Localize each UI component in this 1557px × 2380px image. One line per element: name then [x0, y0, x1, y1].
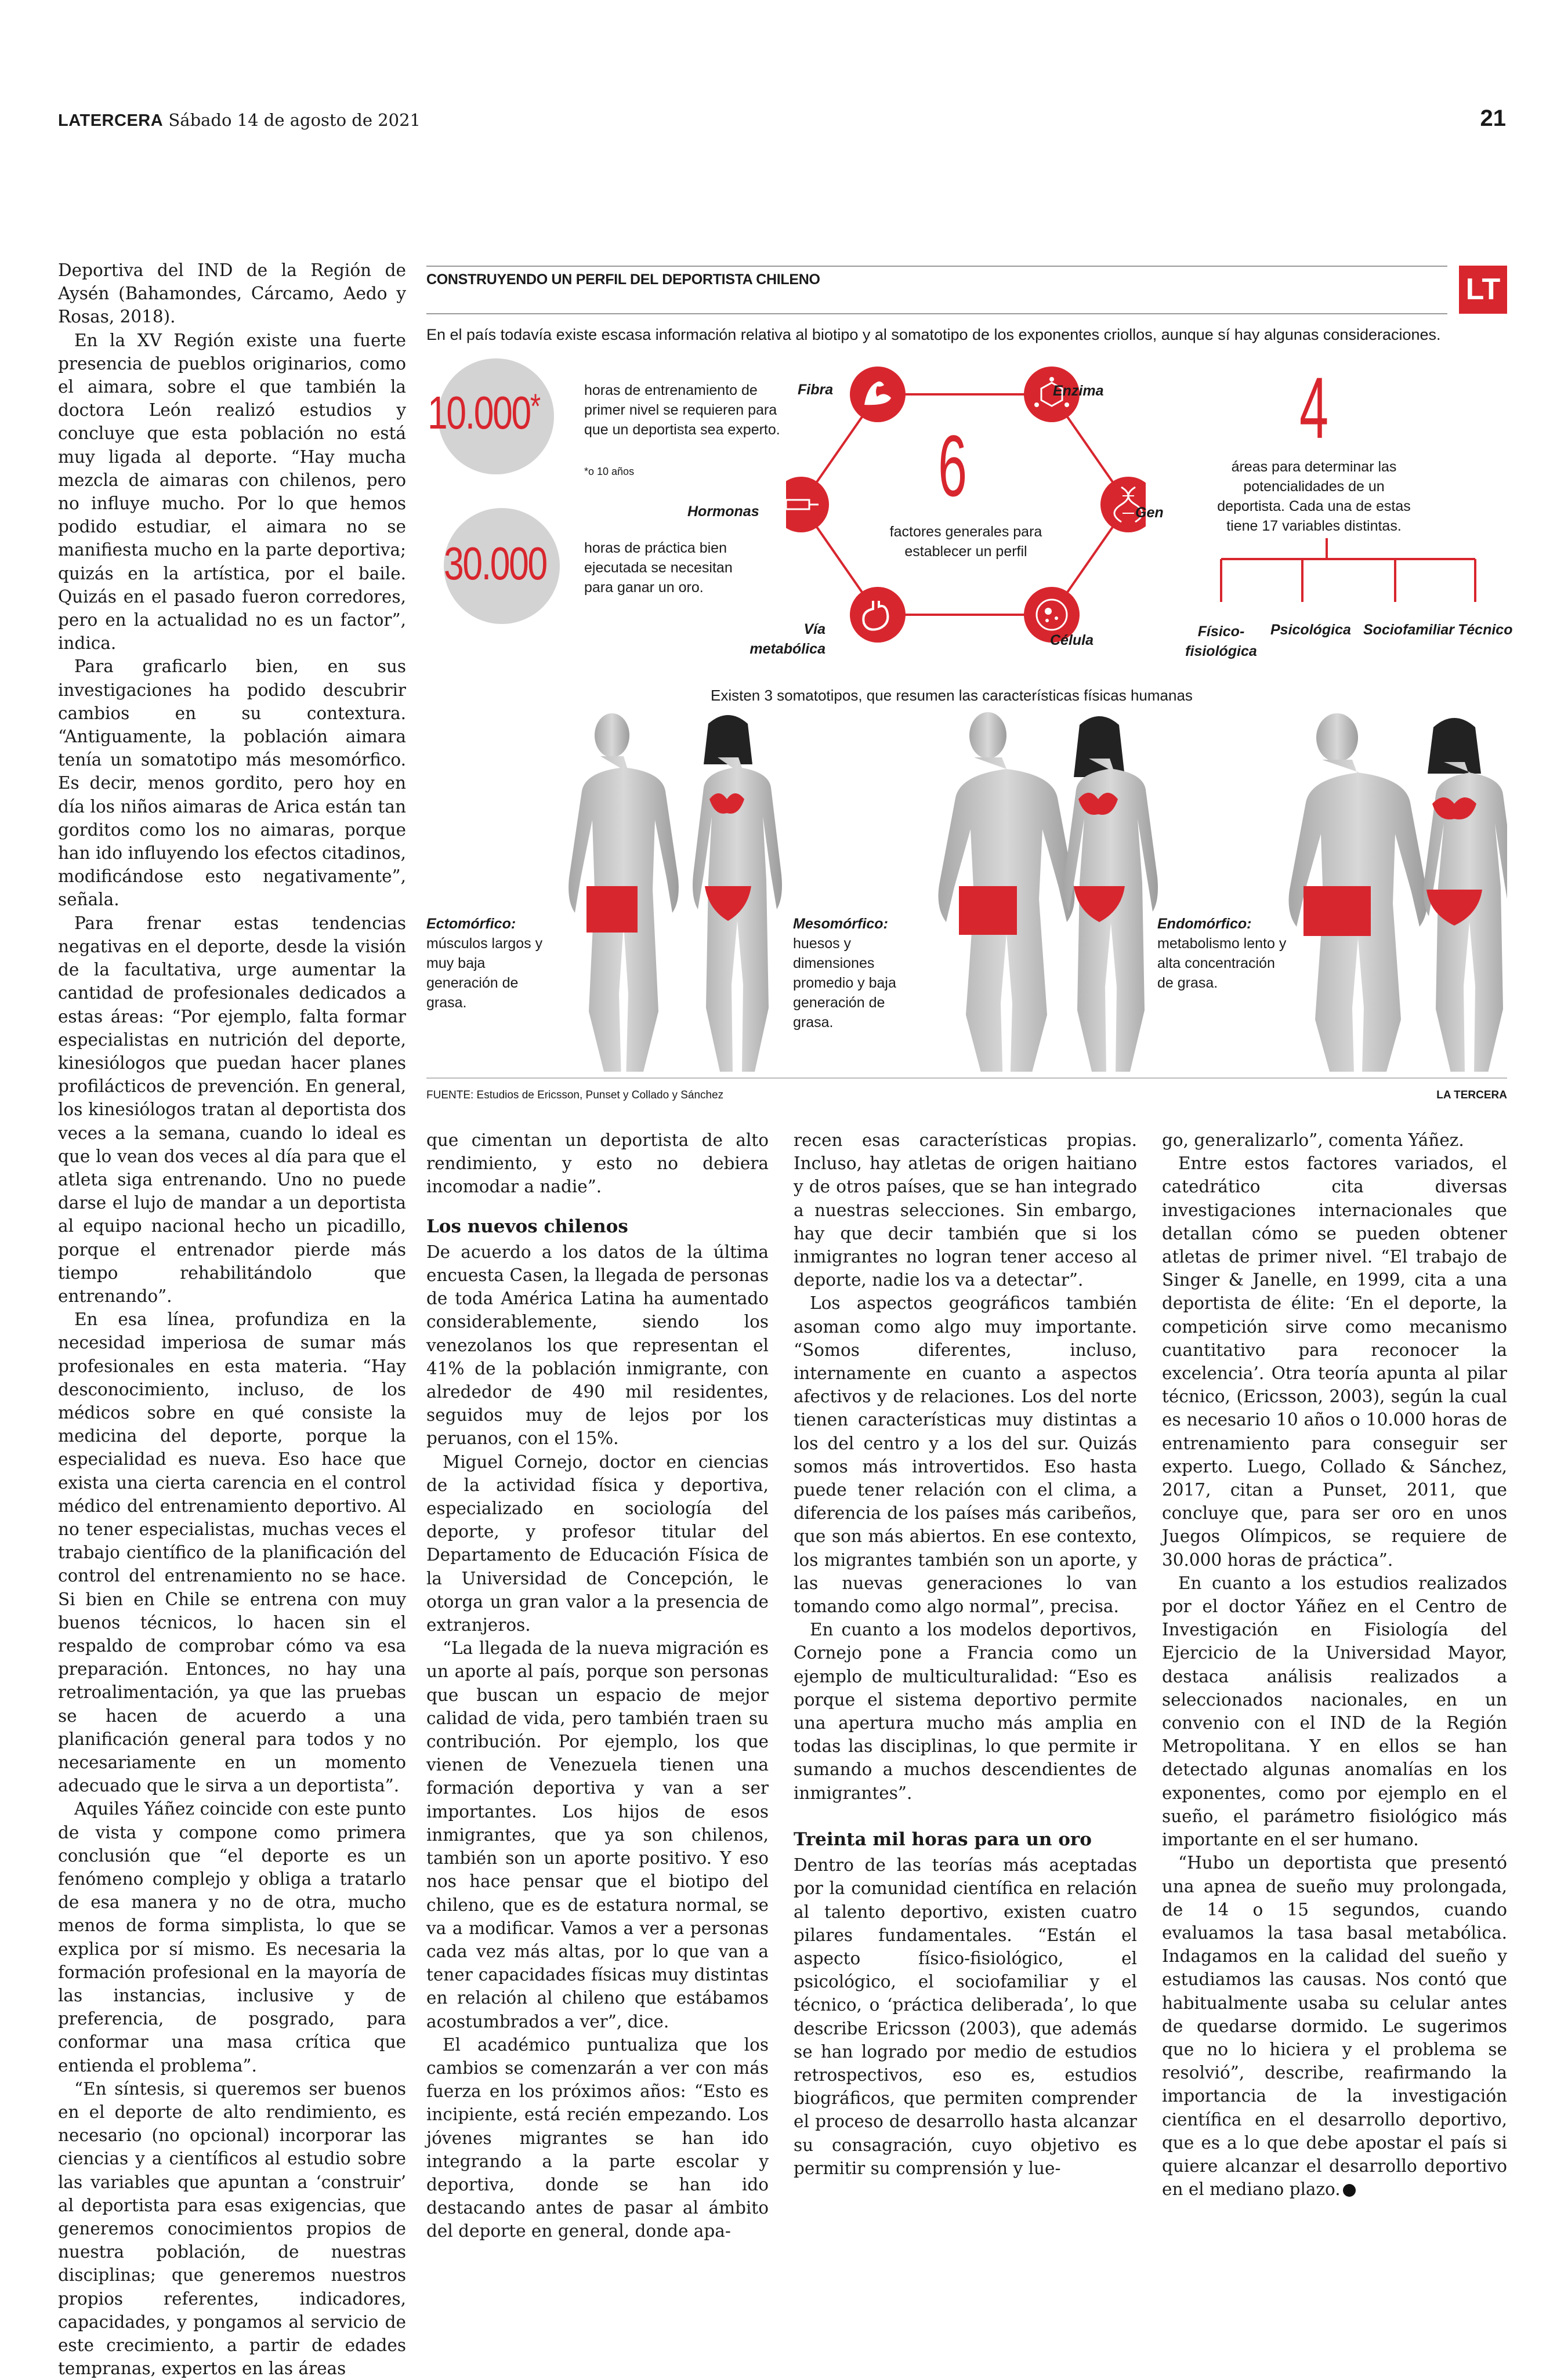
areas-caption: áreas para determinar las potencialidades de un deportista. Cada una de estas tiene 17 variables distintas.: [1217, 459, 1411, 534]
paragraph: recen esas características propias. Incluso, hay atletas de origen haitiano y de otros países, que se han integrado a nuestras selecciones. Sin embargo, hay que decir también que si los inmigrantes no logran tener acceso al deporte, nadie los va a detectar”.: [794, 1130, 1137, 1290]
section-heading: Los nuevos chilenos: [426, 1216, 628, 1237]
lt-logo: LT: [1459, 266, 1507, 314]
factor-fibra: Fibra: [798, 382, 834, 398]
ectomorph-female-figure: [693, 715, 782, 1072]
area-tecnico: Técnico: [1458, 622, 1513, 638]
endomorph-female-figure: [1424, 718, 1507, 1072]
brand-name: LATERCERA: [58, 111, 164, 130]
infographic-source: FUENTE: Estudios de Ericsson, Punset y Collado y Sánchez: [426, 1089, 724, 1101]
issue-date: Sábado 14 de agosto de 2021: [168, 110, 421, 130]
somatotype-meso: [793, 914, 921, 1032]
area-psicologica: Psicológica: [1270, 622, 1351, 638]
factor-celula: Célula: [1050, 632, 1094, 648]
ectomorph-male-figure: [569, 713, 679, 1072]
paragraph: En esa línea, profundiza en la necesidad imperiosa de sumar más profesionales en esta materia. “Hay desconocimiento, incluso, de los médicos sobre en qué consiste la medicina del deporte, porque la especialidad es nueva. Eso hace que exista una cierta carencia en el control médico del entrenamiento deportivo. Al no tener especialistas, muchas veces el trabajo científico de la planificación del control del entrenamiento no se hace. Si bien en Chile se entrena con muy buenos técnicos, lo hacen sin el respaldo de comprobar cómo va esa preparación. Entonces, no hay una retroalimentación, ya que las pruebas se hacen de acuerdo a una planificación general para todos y no necesariamente en un momento adecuado que le sirva a un deportista”.: [58, 1309, 406, 1796]
factors-caption: factores generales para establecer un perfil: [889, 524, 1042, 560]
section-heading: Treinta mil horas para un oro: [794, 1828, 1092, 1850]
paragraph: Dentro de las teorías más aceptadas por la comunidad científica en relación al talento deportivo, existen cuatro pilares fundamentales. “Están el aspecto físico-fisiológico, el psicológico, el sociofamiliar y el técnico, o ‘práctica deliberada’, lo que describe Ericsson (2003), que además se han logrado por medio de estudios retrospectivos, eso es, estudios biográficos, que permiten comprender el proceso de desarrollo hasta alcanzar su consagración, cuyo objetivo es permitir su comprensión y lue-: [794, 1855, 1137, 2178]
somatotype-endo-desc: metabolismo lento y alta concentración de grasa.: [1157, 935, 1287, 991]
paragraph: Entre estos factores variados, el catedrático cita diversas investigaciones internacionales que detallan cómo se pueden obtener atletas de primer nivel. “El trabajo de Singer & Janelle, en 1999, cita a una deportista de élite: ‘En el deporte, la competición sirve como mecanismo cuantitativo para reconocer la excelencia’. Otra teoría apunta al pilar técnico, (Ericsson, 2003), según la cual es necesario 10 años o 10.000 horas de entrenamiento para conseguir ser experto. Luego, Collado & Sánchez, 2017, citan a Punset, 2011, que concluye que, para ser oro en unos Juegos Olímpicos, se requiere de 30.000 horas de práctica”.: [1162, 1153, 1507, 1570]
factor-gen: Gen: [1135, 505, 1164, 521]
areas-count: 4: [1299, 359, 1329, 456]
paragraph: Deportiva del IND de la Región de Aysén (Bahamondes, Cárcamo, Aedo y Rosas, 2018).: [58, 260, 406, 327]
article-column-2: [426, 1129, 769, 2243]
masthead: [58, 110, 421, 130]
somatotype-figures: [426, 712, 1507, 1072]
infographic-credit: LA TERCERA: [1436, 1089, 1507, 1101]
divider: [426, 1077, 1507, 1079]
article-column-3: [794, 1129, 1137, 2180]
paragraph: El académico puntualiza que los cambios se comenzarán a ver con más fuerza en los próximos años: “Esto es incipiente, está recién empezando. Los jóvenes migrantes se han ido integrando a la parte escolar y deportiva, donde se han ido destacando antes de pasar al ámbito del deporte en general, donde apa-: [426, 2034, 769, 2241]
paragraph: que cimentan un deportista de alto rendimiento, y esto no debiera incomodar a nadie”.: [426, 1130, 769, 1197]
paragraph: De acuerdo a los datos de la última encuesta Casen, la llegada de personas de toda América Latina ha aumentado considerablemente, siendo los venezolanos los que representan el 41% de la población inmigrante, con alrededor de 490 mil residentes, seguidos muy de lejos por los peruanos, con el 15%.: [426, 1242, 769, 1449]
somatotype-endo: [1157, 914, 1291, 993]
somatotype-ecto-name: Ectomórfico:: [426, 916, 516, 932]
stomach-icon: [850, 587, 906, 643]
end-of-article-mark: [1343, 2184, 1356, 2197]
stat-note: *o 10 años: [584, 466, 635, 477]
endomorph-male-figure: [1289, 713, 1428, 1072]
paragraph: En cuanto a los estudios realizados por el doctor Yáñez en el Centro de Investigación en Fisiología del Ejercicio de la Universidad Mayor, destaca análisis realizados a seleccionados nacionales, en un convenio con el IND de la Región Metropolitana. Y en ellos se han detectado algunas anomalías en los exponentes, como por ejemplo en el sueño, el parámetro fisiológico más importante en el ser humano.: [1162, 1573, 1507, 1850]
area-sociofamiliar: Sociofamiliar: [1363, 622, 1454, 638]
article-column-4: [1162, 1129, 1507, 2201]
factor-via-metabolica: Vía metabólica: [749, 621, 825, 657]
divider: [426, 266, 1447, 267]
paragraph: En cuanto a los modelos deportivos, Cornejo pone a Francia como un ejemplo de multiculturalidad: “Eso es porque el sistema deportivo permite una apertura mucho más amplia en todas las disciplinas, lo que permite ir sumando a muchos descendientes de inmigrantes”.: [794, 1620, 1137, 1803]
muscle-icon: [850, 367, 906, 422]
paragraph: En la XV Región existe una fuerte presencia de pueblos originarios, como el aimara, sobre el que también la doctora León realizó estudios y concluye que esta población no está muy ligada al deporte. “Hay mucha mezcla de aimaras con chilenos, pero no influye mucho. Por lo que hemos podido estudiar, el aimara no se manifiesta mucho en la parte deportiva; quizás en la artística, por el baile. Quizás en el pasado fueron corredores, pero en la actualidad no es un factor”, indica.: [58, 330, 406, 654]
somatotype-endo-name: Endomórfico:: [1157, 916, 1252, 932]
paragraph: go, generalizarlo”, comenta Yáñez.: [1162, 1130, 1464, 1150]
paragraph: Para frenar estas tendencias negativas en el deporte, desde la visión de la facultativa, urge aumentar la cantidad de profesionales dedicados a estas áreas: “Por ejemplo, falta formar especialistas en nutrición del deporte, kinesiólogos que puedan hacer planes profilácticos de prevención. En general, los kinesiólogos tratan al deportista dos veces a la semana, cuando lo ideal es que lo vean dos veces al día para que el atleta siga entrenando. Uno no puede darse el lujo de mandar a un deportista al equipo nacional hecho un picadillo, porque el entrenador pierde más tiempo rehabilitándolo que entrenando”.: [58, 913, 406, 1306]
somatotype-meso-desc: huesos y dimensiones promedio y baja generación de grasa.: [793, 935, 896, 1031]
factors-count: 6: [938, 417, 968, 514]
paragraph: Aquiles Yáñez coincide con este punto de vista y compone como primera conclusión que “el deporte es un fenómeno complejo y obliga a tratarlo de esa manera y no de otra, mucho menos de forma simplista, lo que se explica por sí mismo. Es necesaria la formación profesional en la mayoría de las instancias, inclusive y de preferencia, de posgrado, para conformar una masa crítica que entienda el problema”.: [58, 1799, 406, 2076]
factor-hormonas: Hormonas: [687, 503, 759, 520]
paragraph: Miguel Cornejo, doctor en ciencias de la actividad física y deportiva, especializado en sociología del deporte, y profesor titular del Departamento de Educación Física de la Universidad de Concepción, le otorga un gran valor a la presencia de extranjeros.: [426, 1452, 769, 1635]
stat-text-10000: horas de entrenamiento de primer nivel se requieren para que un deportista sea experto.: [584, 382, 780, 438]
article-column-1: [58, 259, 406, 2380]
paragraph: Los aspectos geográficos también asoman como algo muy importante. “Somos diferentes, incluso, internamente en cuanto a aspectos afectivos y de relaciones. Los del norte tienen características muy distintas a los del centro y a los del sur. Quizás somos más introvertidos. Eso hasta puede tener relación con el clima, a diferencia de los países más caribeños, que son más abiertos. En ese contexto, los migrantes también son un aporte, y las nuevas generaciones lo van tomando como algo normal”, precisa.: [794, 1293, 1137, 1617]
areas-tree: [1175, 538, 1500, 619]
somatotype-ecto-desc: músculos largos y muy baja generación de grasa.: [426, 935, 543, 1011]
area-fisico: Físico-fisiológica: [1185, 623, 1257, 659]
infographic-intro: En el país todavía existe escasa información relativa al biotipo y al somatotipo de los exponentes criollos, aunque sí hay algunas consideraciones.: [426, 326, 1441, 343]
syringe-icon: [786, 477, 829, 532]
infographic-title: CONSTRUYENDO UN PERFIL DEL DEPORTISTA CHILENO: [426, 271, 820, 288]
stat-value-30000: 30.000: [444, 538, 546, 589]
stat-value-10000: 10.000*: [428, 387, 539, 438]
somatotype-ecto: [426, 914, 554, 1013]
paragraph: “En síntesis, si queremos ser buenos en el deporte de alto rendimiento, es necesario (no opcional) incorporar las ciencias y a científicos al estudio sobre las variables que apuntan a ‘construir’ al deportista para esas exigencias, que generemos conocimientos propios de nuestra población, de nuestras disciplinas; que generemos nuestros propios referentes, indicadores, capacidades, y pongamos al servicio de este crecimiento, a partir de edades tempranas, expertos en las áreas: [58, 2078, 406, 2379]
somatotype-meso-name: Mesomórfico:: [793, 916, 888, 932]
divider: [426, 313, 1447, 314]
factor-enzima: Enzima: [1053, 383, 1104, 399]
somatotypes-caption: Existen 3 somatotipos, que resumen las características físicas humanas: [711, 687, 1193, 704]
mesomorph-male-figure: [939, 712, 1075, 1072]
paragraph: Para graficarlo bien, en sus investigaciones ha podido descubrir cambios en su contextura. “Antiguamente, la población aimara tenía un somatotipo más mesomórfico. Es decir, menos gordito, pero hoy en día los niños aimaras de Arica están tan gorditos como los no aimaras, porque han ido influyendo los efectos citadinos, modificándose esto negativamente”, señala.: [58, 656, 406, 910]
mesomorph-female-figure: [1064, 716, 1158, 1072]
stat-text-30000: horas de práctica bien ejecutada se necesitan para ganar un oro.: [584, 540, 733, 596]
paragraph: “Hubo un deportista que presentó una apnea de sueño muy prolongada, de 14 o 15 segundos, cuando evaluamos la tasa basal metabólica. Indagamos en la calidad del sueño y estudiamos las causas. Nos contó que habitualmente usaba su celular antes de quedarse dormido. Le sugerimos que no lo hiciera y el problema se resolvió”, describe, reafirmando la importancia de la investigación científica en el desarrollo deportivo, que es a lo que debe apostar el país si quiere alcanzar el desarrollo deportivo en el mediano plazo.: [1162, 1853, 1507, 2200]
page-header: [58, 106, 1506, 139]
infographic: [426, 266, 1513, 1118]
paragraph: “La llegada de la nueva migración es un aporte al país, porque son personas que buscan un espacio de mejor calidad de vida, pero también traen su contribución. Por ejemplo, los que vienen de Venezuela tienen una formación deportiva y van a ser importantes. Los hijos de esos inmigrantes, que ya son chilenos, también son un aporte positivo. Y eso nos hace pensar que el biotipo del chileno, que es de estatura normal, se va a modificar. Vamos a ver a personas cada vez más altas, por lo que van a tener capacidades físicas muy distintas en relación al chileno que estábamos acostumbrados a ver”, dice.: [426, 1638, 769, 2031]
page-number: 21: [1480, 106, 1506, 131]
